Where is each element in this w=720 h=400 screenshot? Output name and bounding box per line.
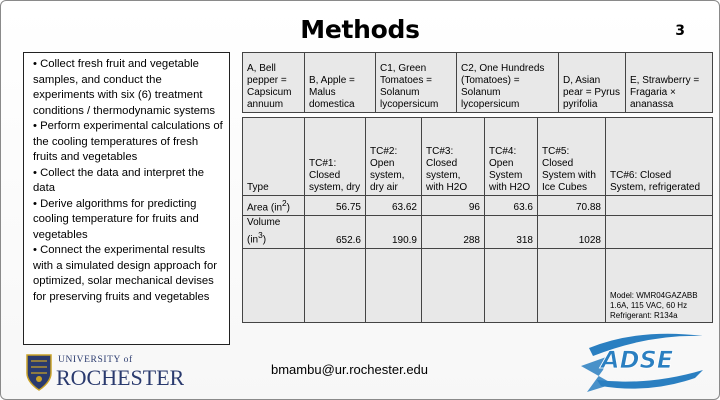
- bullet-item: • Derive algorithms for predicting cooling temperature for fruits and vegetables: [33, 197, 199, 241]
- empty-cell: [538, 248, 606, 322]
- fridge-spec-cell: [606, 248, 713, 322]
- sample-cell: C1, Green Tomatoes = Solanum lycopersicum: [376, 53, 457, 113]
- volume-value: 1028: [538, 216, 606, 248]
- table-row: [243, 53, 713, 113]
- adse-wordmark: ADSE: [601, 346, 674, 374]
- fridge-refrigerant: Refrigerant: R134a: [610, 311, 678, 320]
- empty-cell: [422, 248, 485, 322]
- volume-value: 318: [485, 216, 538, 248]
- header-cell: Type: [243, 118, 305, 196]
- table-row: [243, 118, 713, 196]
- contact-email: bmambu@ur.rochester.edu: [271, 362, 429, 377]
- header-cell: TC#6: Closed System, refrigerated: [606, 118, 713, 196]
- header-cell: TC#2: Open system, dry air: [366, 118, 422, 196]
- university-of-rochester-logo: [24, 351, 184, 393]
- area-value: 63.6: [485, 196, 538, 216]
- header-cell: TC#4: Open System with H2O: [485, 118, 538, 196]
- samples-table: [242, 52, 713, 113]
- row-label-area: Area $(in^2)$: [243, 196, 305, 216]
- slide-number: 3: [675, 23, 685, 39]
- volume-value: 288: [422, 216, 485, 248]
- header-cell: TC#3: Closed system, with H2O: [422, 118, 485, 196]
- slide-title: Methods: [300, 15, 420, 44]
- sample-cell: E, Strawberry = Fragaria × ananassa: [626, 53, 713, 113]
- empty-cell: [305, 248, 366, 322]
- bullet-item: • Collect the data and interpret the data: [33, 166, 205, 194]
- area-value: 96: [422, 196, 485, 216]
- table-row: [243, 216, 713, 248]
- area-value: 70.88: [538, 196, 606, 216]
- table-row: [243, 248, 713, 322]
- header-cell: TC#5: Closed System with Ice Cubes: [538, 118, 606, 196]
- bullet-item: • Perform experimental calculations of the cooling temperatures of fresh fruits and vegetables: [33, 120, 223, 163]
- empty-cell: [366, 248, 422, 322]
- treatment-table: [242, 117, 713, 323]
- fridge-model: Model: WMR04GAZABB: [610, 291, 698, 300]
- area-value: 63.62: [366, 196, 422, 216]
- logo-university-of: UNIVERSITY of: [58, 355, 133, 365]
- volume-value: 652.6: [305, 216, 366, 248]
- sample-cell: A, Bell pepper = Capsicum annuum: [243, 53, 305, 113]
- empty-cell: [485, 248, 538, 322]
- methods-bullet-list: [23, 52, 230, 345]
- area-value: 56.75: [305, 196, 366, 216]
- row-label-volume: Volume $(in^3)$: [243, 216, 305, 248]
- header-cell: TC#1: Closed system, dry: [305, 118, 366, 196]
- volume-value: 190.9: [366, 216, 422, 248]
- adse-logo: [579, 326, 709, 396]
- bullet-item: • Connect the experimental results with a simulated design approach for optimized, solar mechanical devises for preserving fruits and vegetables: [33, 244, 217, 303]
- logo-rochester: ROCHESTER: [56, 365, 184, 390]
- sample-cell: D, Asian pear = Pyrus pyrifolia: [559, 53, 626, 113]
- empty-cell: [243, 248, 305, 322]
- volume-value: [606, 216, 713, 248]
- area-value: [606, 196, 713, 216]
- sample-cell: B, Apple = Malus domestica: [305, 53, 376, 113]
- sample-cell: C2, One Hundreds (Tomatoes) = Solanum lycopersicum: [457, 53, 559, 113]
- fridge-power: 1.6A, 115 VAC, 60 Hz: [610, 301, 688, 310]
- bullet-item: • Collect fresh fruit and vegetable samples, and conduct the experiments with six (6) treatment conditions / thermodynamic systems: [33, 58, 216, 117]
- table-row: [243, 196, 713, 216]
